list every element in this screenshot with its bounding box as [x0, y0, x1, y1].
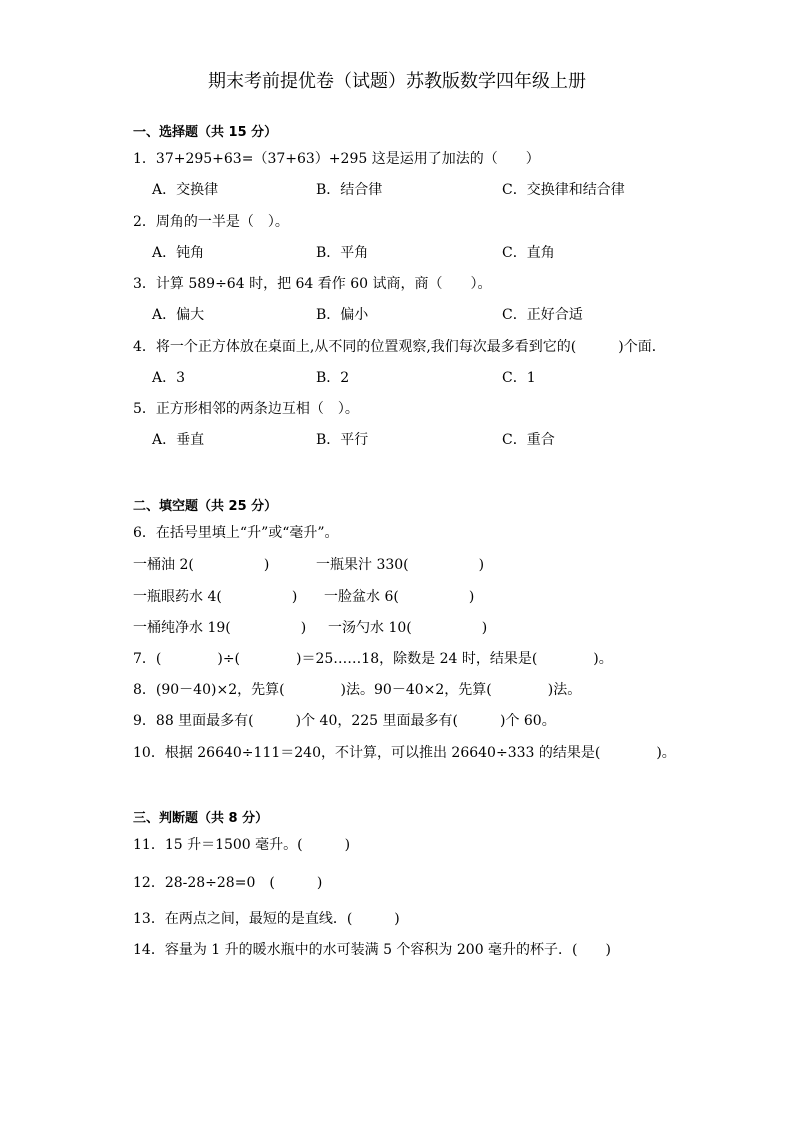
section-3-heading: 三、判断题（共 8 分）	[133, 811, 269, 826]
question-1-option-a: A．交换律	[152, 182, 219, 198]
question-6-item: 一瓶眼药水 4( )	[133, 589, 298, 605]
question-4-option-b: B．2	[316, 370, 350, 386]
question-1-option-c: C．交换律和结合律	[502, 182, 625, 198]
question-5-option-a: A．垂直	[152, 432, 205, 448]
question-6-item: 一脸盆水 6( )	[324, 589, 475, 605]
question-14: 14．容量为 1 升的暖水瓶中的水可装满 5 个容积为 200 毫升的杯子．( )	[133, 942, 611, 958]
question-6-stem: 6．在括号里填上“升”或“毫升”。	[133, 525, 339, 541]
question-2-option-c: C．直角	[502, 245, 555, 261]
question-3-option-c: C．正好合适	[502, 307, 583, 323]
question-4-stem: 4．将一个正方体放在桌面上,从不同的位置观察,我们每次最多看到它的( )个面．	[133, 339, 666, 355]
question-5-option-b: B．平行	[316, 432, 369, 448]
question-3-stem: 3．计算 589÷64 时，把 64 看作 60 试商，商（ ）。	[133, 276, 492, 292]
section-2-heading: 二、填空题（共 25 分）	[133, 499, 278, 514]
question-5-option-c: C．重合	[502, 432, 555, 448]
question-12: 12．28-28÷28=0 ( )	[133, 875, 323, 891]
question-4-option-c: C．1	[502, 370, 536, 386]
question-6-item: 一汤勺水 10( )	[328, 620, 488, 636]
question-7: 7．( )÷( )＝25……18，除数是 24 时，结果是( )。	[133, 651, 613, 667]
section-1-heading: 一、选择题（共 15 分）	[133, 125, 278, 140]
question-6-item: 一桶纯净水 19( )	[133, 620, 307, 636]
question-1-stem: 1．37+295+63=（37+63）+295 这是运用了加法的（ ）	[133, 151, 540, 167]
question-13: 13．在两点之间，最短的是直线．( )	[133, 911, 400, 927]
question-9: 9．88 里面最多有( )个 40，225 里面最多有( )个 60。	[133, 713, 556, 729]
question-2-option-a: A．钝角	[152, 245, 205, 261]
question-11: 11．15 升＝1500 毫升。( )	[133, 837, 351, 853]
question-10: 10．根据 26640÷111＝240，不计算，可以推出 26640÷333 的结果是( )。	[133, 745, 676, 761]
question-1-option-b: B．结合律	[316, 182, 383, 198]
question-6-item: 一桶油 2( )	[133, 557, 270, 573]
question-2-stem: 2．周角的一半是（ ）。	[133, 214, 289, 230]
question-4-option-a: A．3	[152, 370, 186, 386]
question-3-option-a: A．偏大	[152, 307, 205, 323]
page-title: 期末考前提优卷（试题）苏教版数学四年级上册	[208, 71, 586, 92]
question-6-item: 一瓶果汁 330( )	[316, 557, 485, 573]
question-2-option-b: B．平角	[316, 245, 369, 261]
question-8: 8．(90－40)×2，先算( )法。90－40×2，先算( )法。	[133, 682, 582, 698]
question-5-stem: 5．正方形相邻的两条边互相（ ）。	[133, 401, 359, 417]
question-3-option-b: B．偏小	[316, 307, 369, 323]
